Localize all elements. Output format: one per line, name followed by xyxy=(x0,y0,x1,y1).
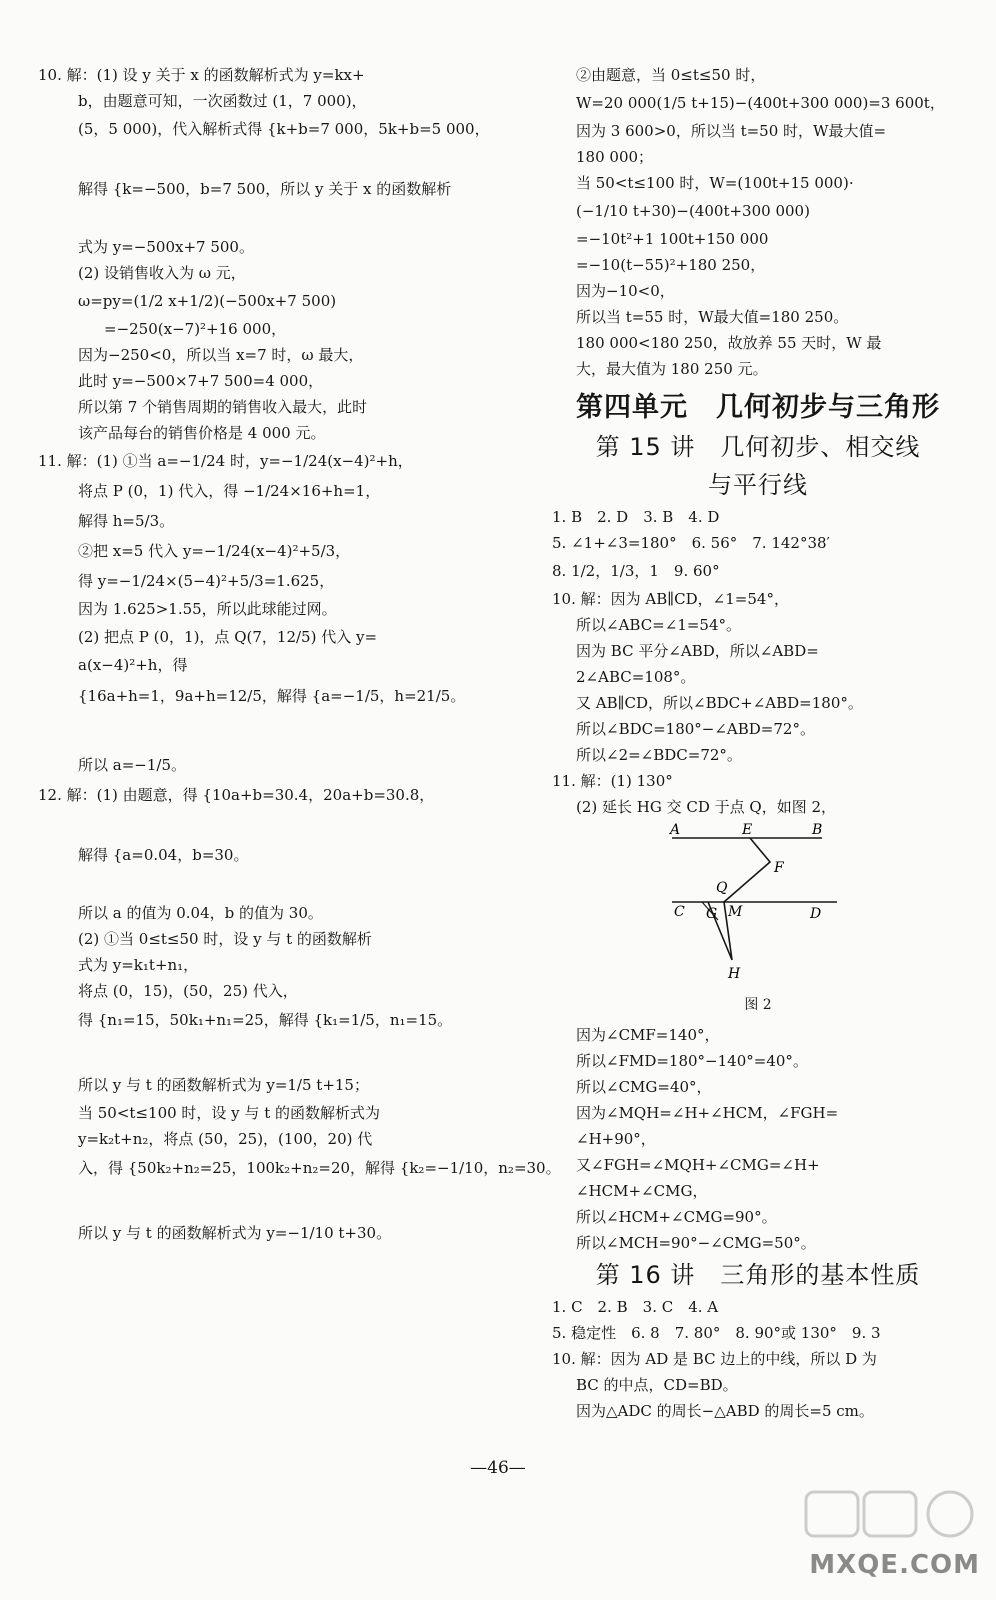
l15-answer-line-3: 8. 1/2，1/3，1 9. 60° xyxy=(552,562,720,580)
l15-answer-line-4: 10. 解：因为 AB∥CD，∠1=54°， xyxy=(552,590,789,608)
q12-cont-line-9: 因为−10<0， xyxy=(576,282,675,300)
unit-title: 第四单元 几何初步与三角形 xyxy=(576,392,940,423)
l15-answer-line-7: 2∠ABC=108°。 xyxy=(576,668,696,686)
label-c: C xyxy=(674,904,685,920)
q11-line-8: a(x−4)²+h，得 xyxy=(78,656,188,674)
q12-line-10: y=k₂t+n₂，将点 (50，25)，(100，20) 代 xyxy=(78,1130,373,1148)
q11-line-4: ②把 x=5 代入 y=−1/24(x−4)²+5/3， xyxy=(78,542,351,560)
l15-answer-line-8: 又 AB∥CD，所以∠BDC+∠ABD=180°。 xyxy=(576,694,863,712)
watermark-text: MXQE.COM xyxy=(809,1550,980,1580)
l15-proof-line-7: ∠HCM+∠CMG， xyxy=(576,1182,708,1200)
q10-line-12: 该产品每台的销售价格是 4 000 元。 xyxy=(78,424,326,442)
q12-line-3: 所以 a 的值为 0.04，b 的值为 30。 xyxy=(78,904,323,922)
q10-line-7: ω=py=(1/2 x+1/2)(−500x+7 500) xyxy=(78,292,337,310)
q12-cont-line-2: W=20 000(1/5 t+15)−(400t+300 000)=3 600t， xyxy=(576,94,945,112)
q10-line-1: 10. 解：(1) 设 y 关于 x 的函数解析式为 y=kx+ xyxy=(38,66,365,84)
l15-answer-line-5: 所以∠ABC=∠1=54°。 xyxy=(576,616,742,634)
l15-answer-line-11: 11. 解：(1) 130° xyxy=(552,772,673,790)
q11-line-1: 11. 解：(1) ①当 a=−1/24 时，y=−1/24(x−4)²+h， xyxy=(38,452,413,470)
q12-cont-line-1: ②由题意，当 0≤t≤50 时， xyxy=(576,66,766,84)
label-g: G xyxy=(706,906,718,922)
q11-line-6: 因为 1.625>1.55，所以此球能过网。 xyxy=(78,600,337,618)
figure-2-diagram xyxy=(662,820,842,985)
q12-cont-line-3: 因为 3 600>0，所以当 t=50 时，W最大值= xyxy=(576,122,887,140)
l15-proof-line-6: 又∠FGH=∠MQH+∠CMG=∠H+ xyxy=(576,1156,820,1174)
q12-cont-line-8: =−10(t−55)²+180 250， xyxy=(576,256,766,274)
q12-line-9: 当 50<t≤100 时，设 y 与 t 的函数解析式为 xyxy=(78,1104,380,1122)
q12-line-2: 解得 {a=0.04，b=30。 xyxy=(78,846,249,864)
l16-answer-line-5: 因为△ADC 的周长−△ABD 的周长=5 cm。 xyxy=(576,1402,874,1420)
l15-answer-line-6: 因为 BC 平分∠ABD，所以∠ABD= xyxy=(576,642,819,660)
l16-answer-line-4: BC 的中点，CD=BD。 xyxy=(576,1376,738,1394)
q12-cont-line-6: (−1/10 t+30)−(400t+300 000) xyxy=(576,202,810,220)
q12-cont-line-12: 大，最大值为 180 250 元。 xyxy=(576,360,768,378)
l15-proof-line-5: ∠H+90°， xyxy=(576,1130,656,1148)
q10-line-2: b，由题意可知，一次函数过 (1，7 000)， xyxy=(78,92,367,110)
label-m: M xyxy=(728,904,743,920)
l15-proof-line-2: 所以∠FMD=180°−140°=40°。 xyxy=(576,1052,808,1070)
l16-answer-line-1: 1. C 2. B 3. C 4. A xyxy=(552,1298,719,1316)
q10-line-3: (5，5 000)，代入解析式得 {k+b=7 000，5k+b=5 000， xyxy=(78,120,490,138)
left-column xyxy=(38,62,561,1248)
l15-proof-line-3: 所以∠CMG=40°， xyxy=(576,1078,712,1096)
q12-line-12: 所以 y 与 t 的函数解析式为 y=−1/10 t+30。 xyxy=(78,1224,392,1242)
l15-answer-line-2: 5. ∠1+∠3=180° 6. 56° 7. 142°38′ xyxy=(552,534,830,552)
l15-proof-line-9: 所以∠MCH=90°−∠CMG=50°。 xyxy=(576,1234,816,1252)
q10-line-10: 此时 y=−500×7+7 500=4 000， xyxy=(78,372,324,390)
l15-answer-line-1: 1. B 2. D 3. B 4. D xyxy=(552,508,720,526)
q10-line-11: 所以第 7 个销售周期的销售收入最大，此时 xyxy=(78,398,368,416)
l16-answer-line-3: 10. 解：因为 AD 是 BC 边上的中线，所以 D 为 xyxy=(552,1350,877,1368)
label-a: A xyxy=(670,822,681,838)
q11-line-5: 得 y=−1/24×(5−4)²+5/3=1.625， xyxy=(78,572,335,590)
l15-proof-line-1: 因为∠CMF=140°， xyxy=(576,1026,720,1044)
q10-line-4: 解得 {k=−500，b=7 500，所以 y 关于 x 的函数解析 xyxy=(78,180,452,198)
l15-answer-line-9: 所以∠BDC=180°−∠ABD=72°。 xyxy=(576,720,815,738)
q11-line-10: 所以 a=−1/5。 xyxy=(78,756,186,774)
q10-line-5: 式为 y=−500x+7 500。 xyxy=(78,238,254,256)
q12-cont-line-7: =−10t²+1 100t+150 000 xyxy=(576,230,769,248)
l16-answer-line-2: 5. 稳定性 6. 8 7. 80° 8. 90°或 130° 9. 3 xyxy=(552,1324,881,1342)
q11-line-3: 解得 h=5/3。 xyxy=(78,512,175,530)
q11-line-9: {16a+h=1，9a+h=12/5，解得 {a=−1/5，h=21/5。 xyxy=(78,687,466,705)
q12-cont-line-4: 180 000； xyxy=(576,148,654,166)
q12-line-1: 12. 解：(1) 由题意，得 {10a+b=30.4，20a+b=30.8， xyxy=(38,786,435,804)
q12-line-8: 所以 y 与 t 的函数解析式为 y=1/5 t+15； xyxy=(78,1076,369,1094)
q10-line-9: 因为−250<0，所以当 x=7 时，ω 最大， xyxy=(78,346,364,364)
l15-proof-line-4: 因为∠MQH=∠H+∠HCM，∠FGH= xyxy=(576,1104,839,1122)
geometry-figure xyxy=(662,820,964,990)
q11-line-2: 将点 P (0，1) 代入，得 −1/24×16+h=1， xyxy=(78,482,381,500)
label-e: E xyxy=(742,822,753,838)
q10-line-8: =−250(x−7)²+16 000， xyxy=(104,320,287,338)
q12-line-6: 将点 (0，15)，(50，25) 代入， xyxy=(78,982,298,1000)
lecture-15-title-line-1: 第 15 讲 几何初步、相交线 xyxy=(595,433,921,461)
label-d: D xyxy=(810,906,822,922)
label-q: Q xyxy=(716,880,728,896)
q12-cont-line-10: 所以当 t=55 时，W最大值=180 250。 xyxy=(576,308,849,326)
label-b: B xyxy=(812,822,823,838)
label-f: F xyxy=(774,860,784,876)
l15-answer-line-12: (2) 延长 HG 交 CD 于点 Q，如图 2， xyxy=(576,798,837,816)
l15-proof-line-8: 所以∠HCM+∠CMG=90°。 xyxy=(576,1208,777,1226)
l15-answer-line-10: 所以∠2=∠BDC=72°。 xyxy=(576,746,742,764)
lecture-16-title: 第 16 讲 三角形的基本性质 xyxy=(595,1261,921,1289)
page-number: —46— xyxy=(470,1458,526,1478)
q11-line-7: (2) 把点 P (0，1)，点 Q(7，12/5) 代入 y= xyxy=(78,628,378,646)
lecture-15-title-line-2: 与平行线 xyxy=(708,471,808,499)
q10-line-6: (2) 设销售收入为 ω 元， xyxy=(78,264,246,282)
q12-cont-line-11: 180 000<180 250，故放养 55 天时，W 最 xyxy=(576,334,882,352)
label-h: H xyxy=(728,966,741,982)
figure-caption: 图 2 xyxy=(744,997,772,1013)
right-column xyxy=(552,62,964,1424)
q12-cont-line-5: 当 50<t≤100 时，W=(100t+15 000)· xyxy=(576,174,854,192)
q12-line-7: 得 {n₁=15，50k₁+n₁=25，解得 {k₁=1/5，n₁=15。 xyxy=(78,1011,453,1029)
q12-line-4: (2) ①当 0≤t≤50 时，设 y 与 t 的函数解析 xyxy=(78,930,372,948)
q12-line-11: 入，得 {50k₂+n₂=25，100k₂+n₂=20，解得 {k₂=−1/10，n₂=30。 xyxy=(78,1159,561,1177)
q12-line-5: 式为 y=k₁t+n₁， xyxy=(78,956,199,974)
